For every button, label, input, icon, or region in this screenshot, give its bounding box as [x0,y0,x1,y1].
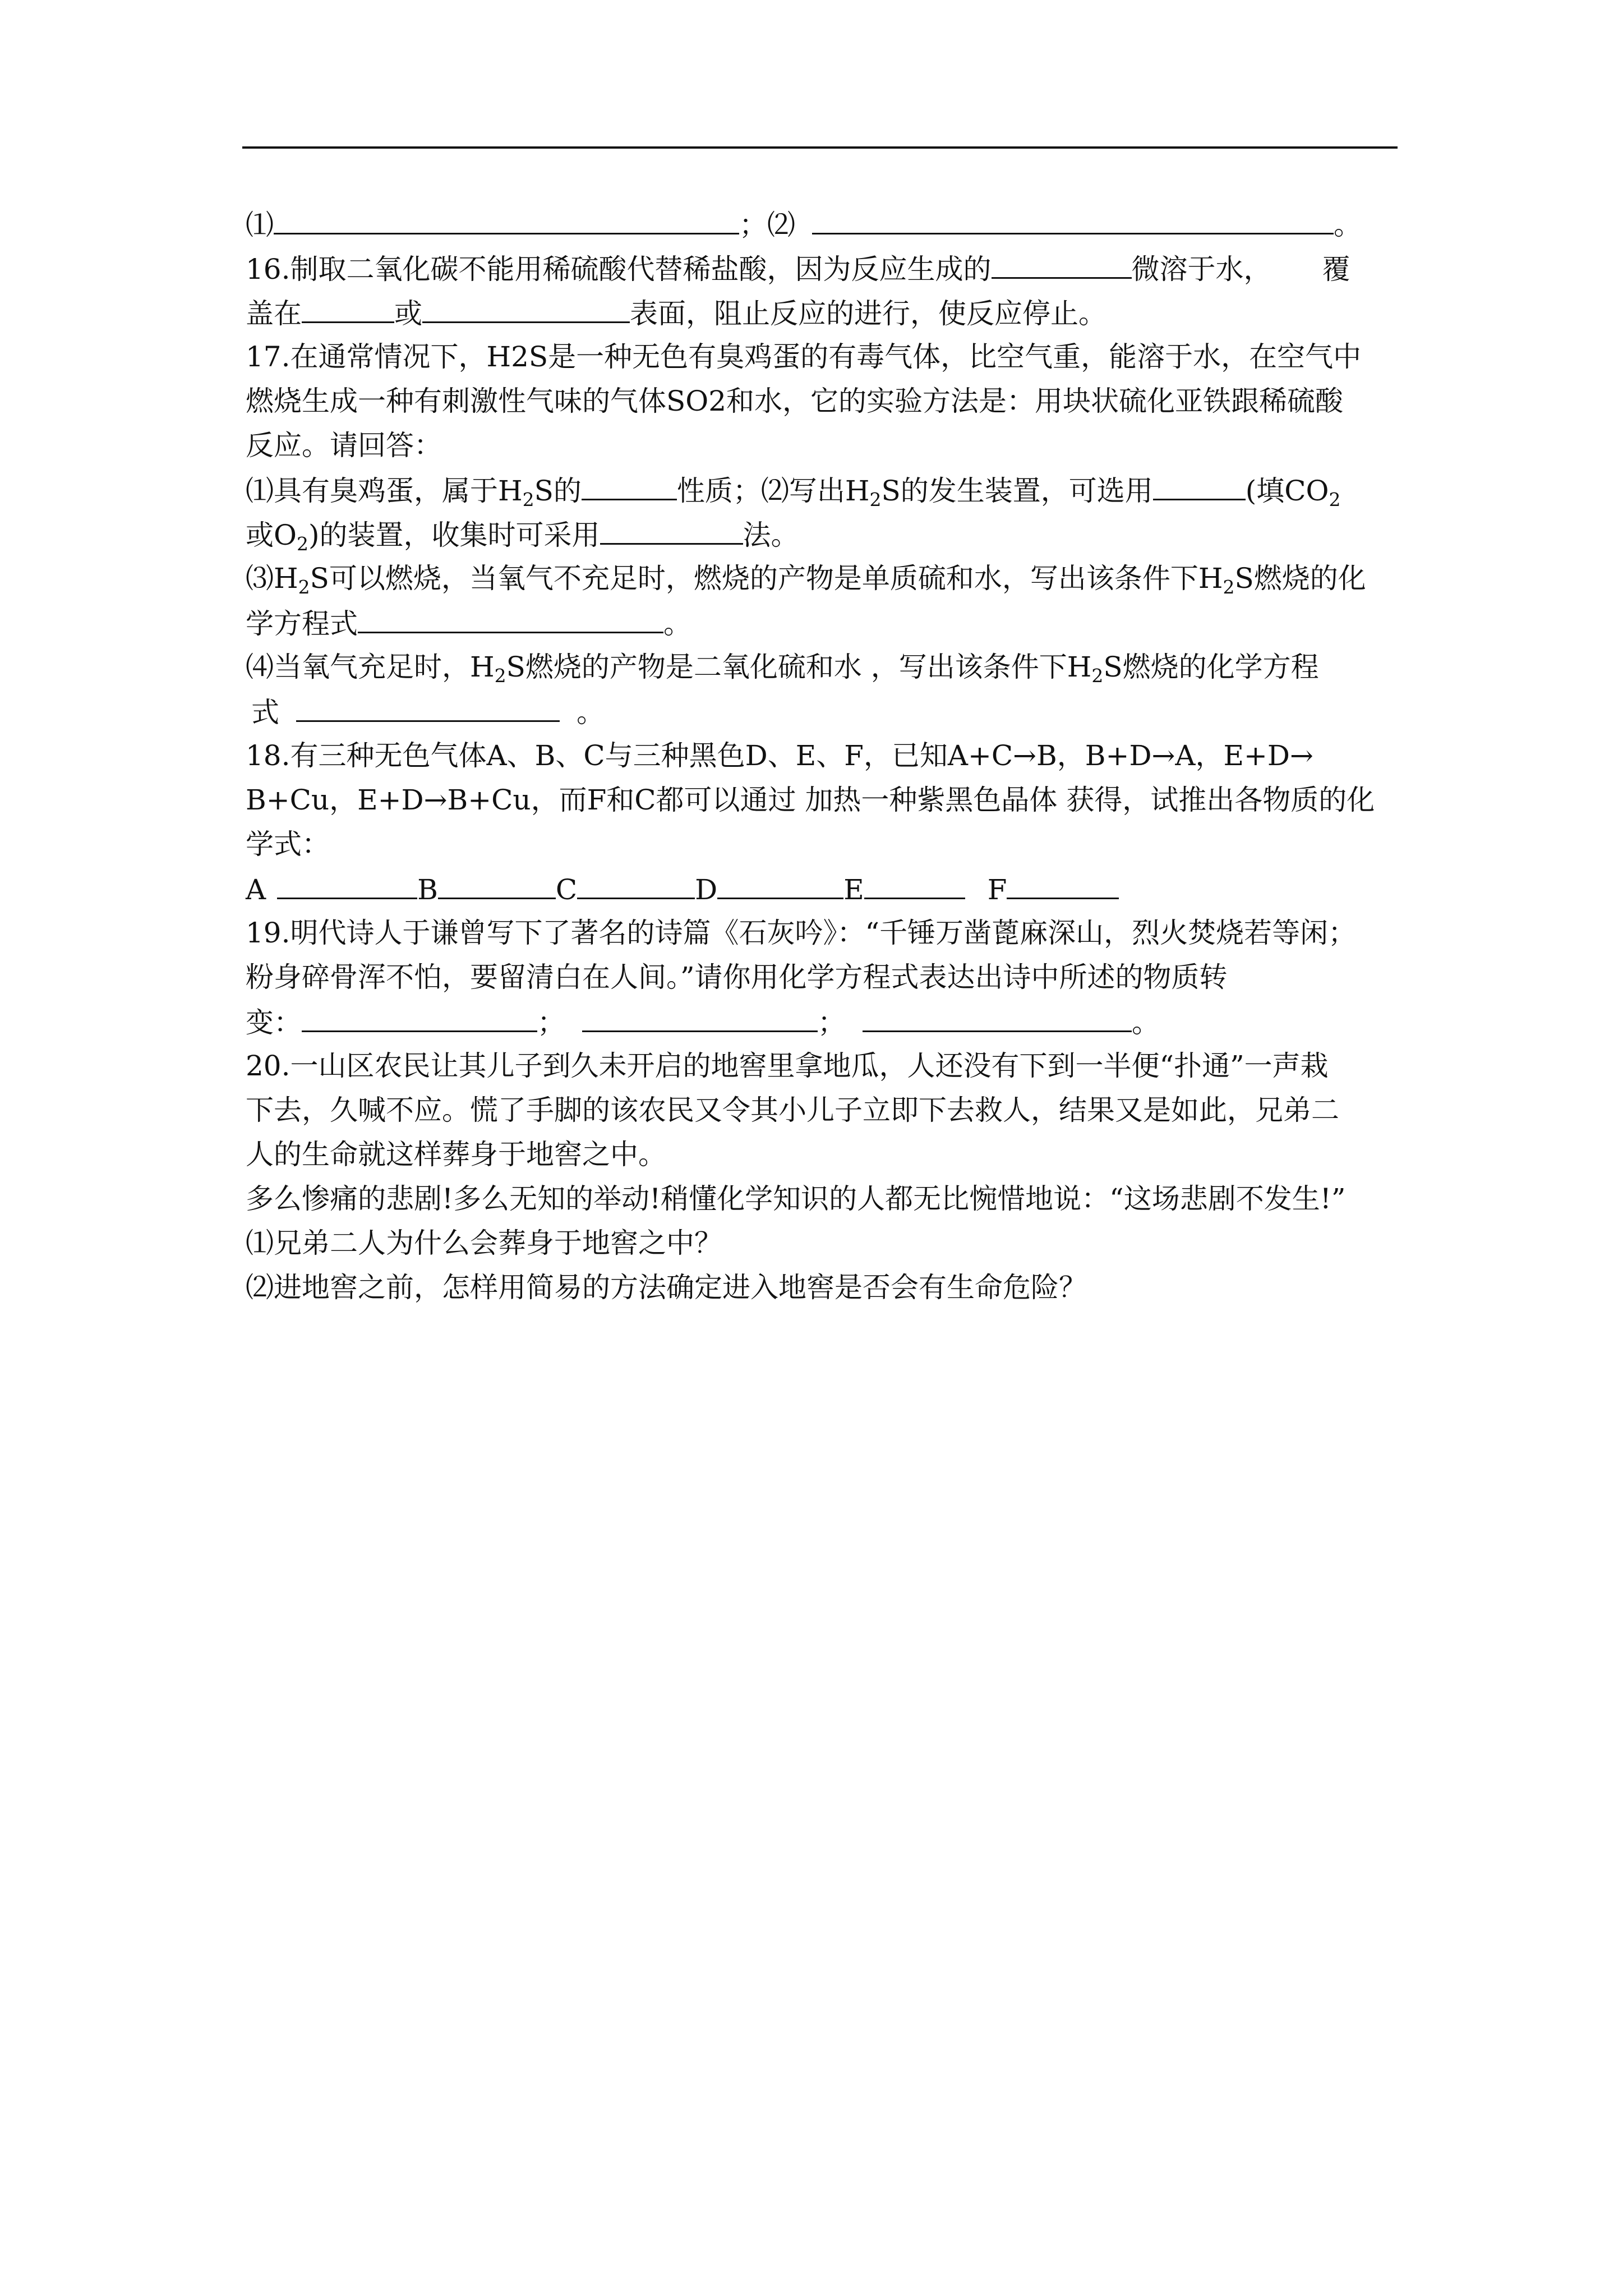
q18-blank-b[interactable] [438,867,556,899]
q18-blank-a[interactable] [277,867,417,899]
q20-line-3: 人的生命就这样葬身于地窖之中。 [246,1138,666,1171]
q19-line-2: 粉身碎骨浑不怕，要留清白在人间。”请你用化学方程式表达出诗中所述的物质转 [246,961,1228,993]
q17-line-1: 17.在通常情况下，H2S是一种无色有臭鸡蛋的有毒气体，比空气重，能溶于水，在空气中 [246,341,1362,373]
q17-blank-property[interactable] [582,468,677,500]
q19-blank-3[interactable] [863,1000,1132,1032]
q18-answers: A B C D E F [246,867,1407,911]
q20-line-4: 多么惨痛的悲剧!多么无知的举动!稍懂化学知识的人都无比惋惜地说：“这场悲剧不发生!” [246,1182,1346,1215]
q20-line-2: 下去，久喊不应。慌了手脚的该农民又令其小儿子立即下去救人，结果又是如此，兄弟二 [246,1094,1339,1126]
q18-blank-c[interactable] [577,867,695,899]
q17-sub-1: ⑴具有臭鸡蛋，属于$H_2S$的 性质；⑵写出$H_2S$的发生装置，可选用 (填$CO_2$ [246,468,1407,512]
q16-blank-2[interactable] [302,291,394,323]
q17-blank-equation-2[interactable] [296,689,560,722]
q20-question-2: ⑵进地窖之前，怎样用简易的方法确定进入地窖是否会有生命危险？ [246,1271,1087,1304]
q20-question-1: ⑴兄弟二人为什么会葬身于地窖之中？ [246,1227,722,1259]
q16-line-2: 盖在 或 表面，阻止反应的进行，使反应停止。 [246,291,1407,335]
q17-blank-equation-1[interactable] [358,601,663,633]
q15-blank-1[interactable] [274,202,739,234]
q18-line-1: 18.有三种无色气体A、B、C与三种黑色D、E、F，已知A+C→B，B+D→A，E+D→ [246,739,1313,772]
q19-blank-2[interactable] [582,1000,818,1032]
q19-line-3: 变： ； ； 。 [246,1000,1407,1044]
q18-line-2: B+Cu，E+D→B+Cu，而F和C都可以通过 加热一种紫黑色晶体 获得，试推出各物质的化 [246,784,1375,816]
q18-blank-d[interactable] [717,867,843,899]
q17-line-3: 反应。请回答： [246,429,442,462]
q20-line-1: 20.一山区农民让其儿子到久未开启的地窖里拿地瓜，人还没有下到一半便“扑通”一声栽 [246,1050,1329,1082]
q18-blank-e[interactable] [864,867,965,899]
q18-line-3: 学式： [246,828,330,861]
q17-blank-collection[interactable] [600,512,743,545]
q17-sub-3b: 学方程式 。 [246,601,1407,645]
q18-blank-f[interactable] [1007,867,1119,899]
q17-sub-4: ⑷当氧气充足时，$H_2S$燃烧的产物是二氧化硫和水 ，写出该条件下$H_2S$燃烧的化学方程 [246,651,1319,687]
q17-blank-apparatus[interactable] [1153,468,1246,500]
q19-line-1: 19.明代诗人于谦曾写下了著名的诗篇《石灰吟》：“千锤万凿蓖麻深山，烈火焚烧若等闲； [246,917,1357,949]
document-body [246,202,1407,1310]
header-rule [242,146,1398,149]
q16-blank-1[interactable] [992,246,1132,279]
q15-answer-line: ⑴ ；⑵ 。 [246,202,1407,246]
q16-blank-3[interactable] [422,291,630,323]
q15-part2-label: ；⑵ [739,209,795,241]
q17-sub-2: 或$O_2$)的装置，收集时可采用 法。 [246,512,1407,556]
q16-line-1: 16.制取二氧化碳不能用稀硫酸代替稀盐酸，因为反应生成的 微溶于水， 覆 [246,246,1407,291]
q17-sub-4b: 式 。 [246,689,1407,734]
q17-sub-3: $⑶H_2S$可以燃烧，当氧气不充足时，燃烧的产物是单质硫和水，写出该条件下$H_2S$燃烧的化 [246,562,1366,598]
q15-blank-2[interactable] [812,202,1334,234]
q17-line-2: 燃烧生成一种有刺激性气味的气体SO2和水，它的实验方法是：用块状硫化亚铁跟稀硫酸 [246,385,1344,417]
q15-part1-label: ⑴ [246,209,274,241]
q19-blank-1[interactable] [302,1000,537,1032]
